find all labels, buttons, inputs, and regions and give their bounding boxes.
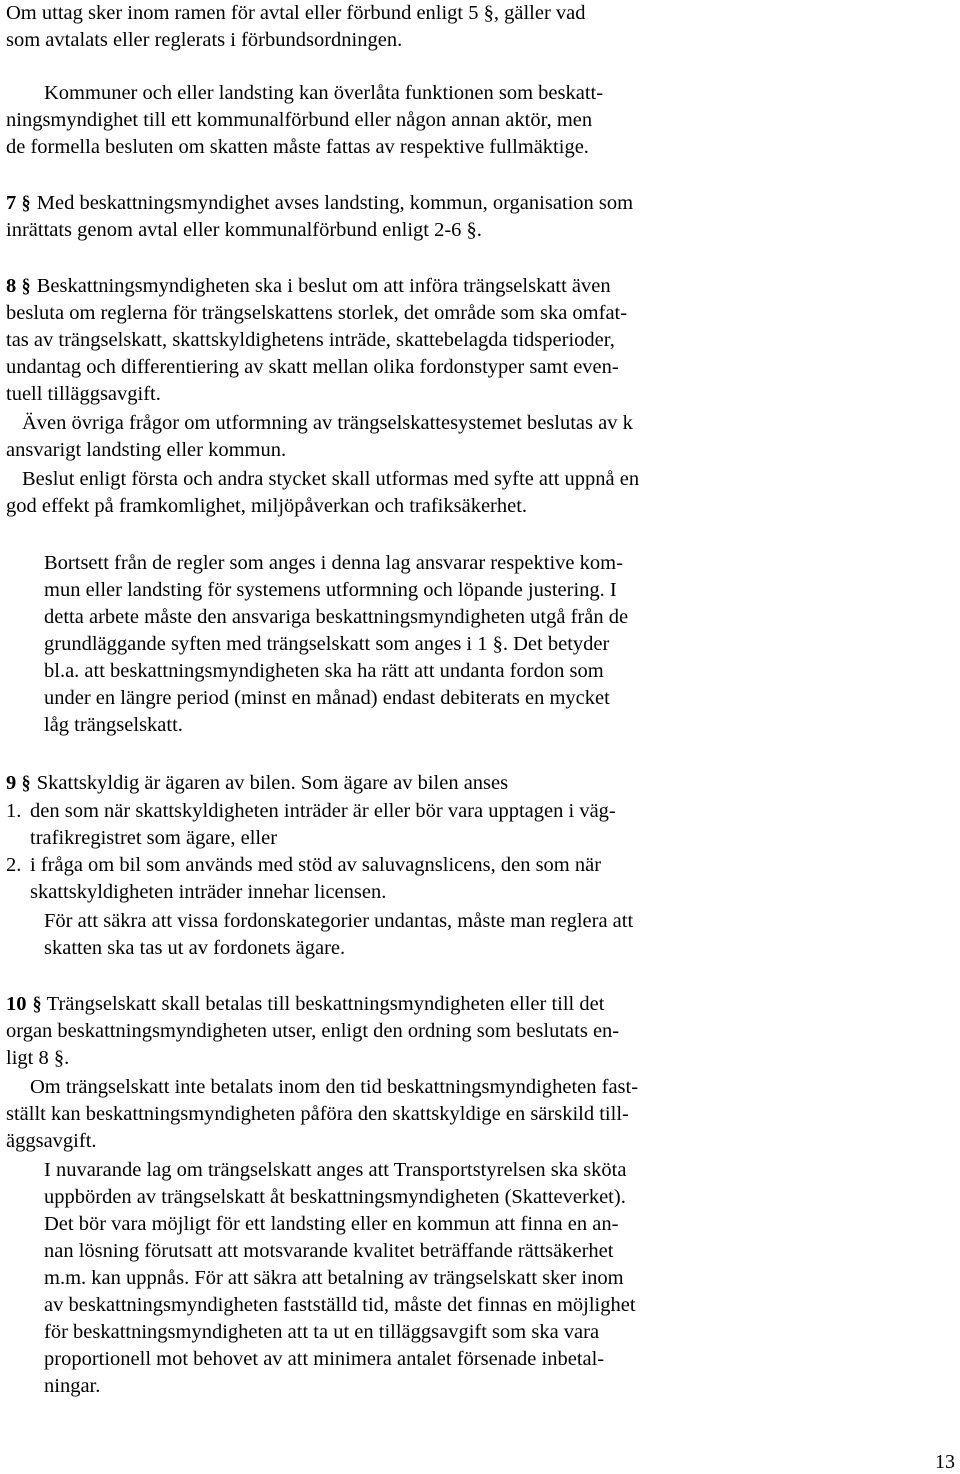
text-line: Även övriga frågor om utformning av trängselskattesystemet beslutas av k xyxy=(22,412,633,434)
text-line: undantag och differentiering av skatt mellan olika fordonstyper samt even- xyxy=(6,356,619,378)
section-10 xyxy=(6,991,604,1018)
section-9 xyxy=(6,770,508,797)
text-line: skatten ska tas ut av fordonets ägare. xyxy=(44,937,346,959)
text-line: Det bör vara möjligt för ett landsting eller en kommun att finna en an- xyxy=(44,1213,619,1235)
text-line: organ beskattningsmyndigheten utser, enligt den ordning som beslutats en- xyxy=(6,1020,620,1042)
text-line: de formella besluten om skatten måste fattas av respektive fullmäktige. xyxy=(6,136,589,158)
text-line: som avtalats eller reglerats i förbundsordningen. xyxy=(6,29,403,51)
text-line: För att säkra att vissa fordonskategorier undantas, måste man reglera att xyxy=(44,910,634,932)
text-line: Beslut enligt första och andra stycket skall utformas med syfte att uppnå en xyxy=(22,468,640,490)
text-line: I nuvarande lag om trängselskatt anges att Transportstyrelsen ska sköta xyxy=(44,1159,627,1181)
text-line: under en längre period (minst en månad) endast debiterats en mycket xyxy=(44,687,610,709)
text-line: Trängselskatt skall betalas till beskattningsmyndigheten eller till det xyxy=(46,993,605,1015)
list-item: skattskyldigheten inträder innehar licensen. xyxy=(30,881,387,903)
section-sign: § xyxy=(22,275,31,297)
text-line: uppbörden av trängselskatt åt beskattningsmyndigheten (Skatteverket). xyxy=(44,1186,626,1208)
list-item: trafikregistret som ägare, eller xyxy=(30,827,278,849)
section-number: 10 xyxy=(6,993,27,1015)
text-line: ningsmyndighet till ett kommunalförbund eller någon annan aktör, men xyxy=(6,109,593,131)
text-line: Bortsett från de regler som anges i denna lag ansvarar respektive kom- xyxy=(44,552,623,574)
section-number: 9 xyxy=(6,772,17,794)
text-line: ligt 8 §. xyxy=(6,1047,70,1069)
section-sign: § xyxy=(22,192,31,214)
section-sign: § xyxy=(22,772,31,794)
text-line: detta arbete måste den ansvariga beskattningsmyndigheten utgå från de xyxy=(44,606,629,628)
list-item: den som när skattskyldigheten inträder är eller bör vara upptagen i väg- xyxy=(30,800,616,822)
text-line: inrättats genom avtal eller kommunalförbund enligt 2-6 §. xyxy=(6,219,482,241)
text-line: proportionell mot behovet av att minimera antalet försenade inbetal- xyxy=(44,1348,605,1370)
section-number: 8 xyxy=(6,275,17,297)
text-line: tas av trängselskatt, skattskyldighetens inträde, skattebelagda tidsperioder, xyxy=(6,329,615,351)
text-line: god effekt på framkomlighet, miljöpåverkan och trafiksäkerhet. xyxy=(6,495,528,517)
list-item: i fråga om bil som används med stöd av saluvagnslicens, den som när xyxy=(30,854,602,876)
text-line: Om uttag sker inom ramen för avtal eller förbund enligt 5 §, gäller vad xyxy=(6,2,586,24)
text-line: nan lösning förutsatt att motsvarande kvalitet beträffande rättsäkerhet xyxy=(44,1240,614,1262)
text-line: låg trängselskatt. xyxy=(44,714,183,736)
section-7 xyxy=(6,190,633,217)
text-line: tuell tilläggsavgift. xyxy=(6,383,161,405)
text-line: besluta om reglerna för trängselskattens storlek, det område som ska omfat- xyxy=(6,302,628,324)
text-line: för beskattningsmyndigheten att ta ut en tilläggsavgift som ska vara xyxy=(44,1321,600,1343)
list-item-marker: 2. xyxy=(6,854,22,876)
text-line: av beskattningsmyndigheten fastställd tid, måste det finnas en möjlighet xyxy=(44,1294,636,1316)
section-8 xyxy=(6,273,611,300)
text-line: mun eller landsting för systemens utformning och löpande justering. I xyxy=(44,579,617,601)
text-line: bl.a. att beskattningsmyndigheten ska ha rätt att undanta fordon som xyxy=(44,660,604,682)
section-sign: § xyxy=(32,993,42,1015)
text-line: ningar. xyxy=(44,1375,101,1397)
text-line: Beskattningsmyndigheten ska i beslut om att införa trängselskatt även xyxy=(36,275,611,297)
text-line: m.m. kan uppnås. För att säkra att betalning av trängselskatt sker inom xyxy=(44,1267,624,1289)
text-line: Kommuner och eller landsting kan överlåta funktionen som beskatt- xyxy=(44,82,604,104)
section-number: 7 xyxy=(6,192,17,214)
text-line: grundläggande syften med trängselskatt som anges i 1 §. Det betyder xyxy=(44,633,610,655)
page-number: 13 xyxy=(935,1451,955,1473)
text-line: Med beskattningsmyndighet avses landsting, kommun, organisation som xyxy=(36,192,634,214)
text-line: Om trängselskatt inte betalats inom den tid beskattningsmyndigheten fast- xyxy=(30,1076,639,1098)
text-line: ansvarigt landsting eller kommun. xyxy=(6,439,287,461)
list-item-marker: 1. xyxy=(6,800,22,822)
text-line: ställt kan beskattningsmyndigheten påföra den skattskyldige en särskild till- xyxy=(6,1103,629,1125)
text-line: Skattskyldig är ägaren av bilen. Som ägare av bilen anses xyxy=(36,772,509,794)
text-line: äggsavgift. xyxy=(6,1130,97,1152)
